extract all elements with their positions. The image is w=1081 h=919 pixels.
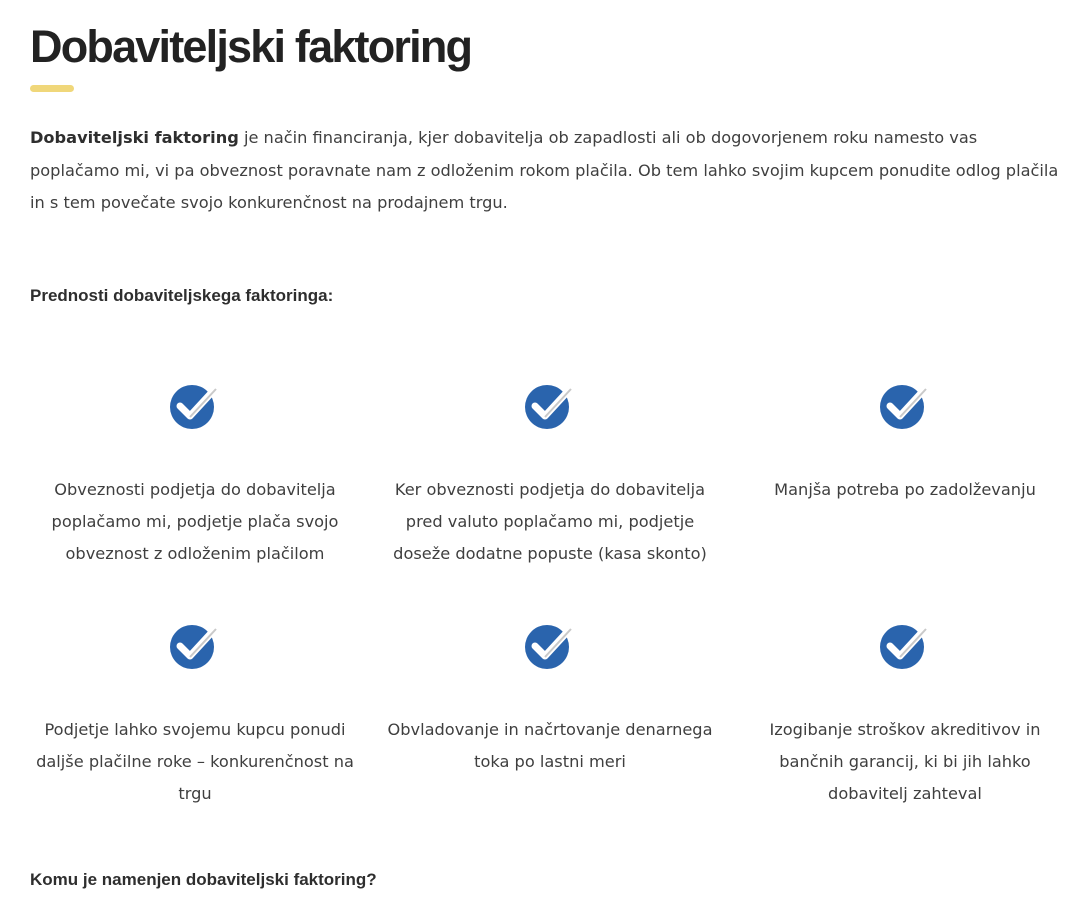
benefit-text: Ker obveznosti podjetja do dobavitelja pred valuto poplačamo mi, podjetje doseže dodatne popuste (kasa skonto) <box>393 480 707 563</box>
check-circle-icon <box>523 376 577 430</box>
benefit-text: Obvladovanje in načrtovanje denarnega toka po lastni meri <box>387 720 713 771</box>
check-circle-icon <box>168 616 222 670</box>
check-circle-icon <box>168 376 222 430</box>
title-accent-bar <box>30 85 74 92</box>
intro-paragraph <box>30 122 1070 220</box>
check-circle-icon <box>878 376 932 430</box>
benefit-text: Obveznosti podjetja do dobavitelja poplačamo mi, podjetje plača svojo obveznost z odloženim plačilom <box>51 480 339 563</box>
benefit-text: Manjša potreba po zadolževanju <box>774 480 1036 499</box>
benefits-heading: Prednosti dobaviteljskega faktoringa: <box>30 286 334 305</box>
benefit-item <box>385 376 715 570</box>
benefit-item <box>740 616 1070 810</box>
check-circle-icon <box>878 616 932 670</box>
audience-heading: Komu je namenjen dobaviteljski faktoring? <box>30 870 377 889</box>
benefit-item <box>30 376 360 570</box>
benefit-item <box>30 616 360 810</box>
intro-text: je način financiranja, kjer dobavitelja ob zapadlosti ali ob dogovorjenem roku namesto vas poplačamo mi, vi pa obveznost poravnate nam z odloženim rokom plačila. Ob tem lahko svojim kupcem ponudite odlog plačila in s tem povečate svojo konkurenčnost na prodajnem trgu. <box>30 128 1059 212</box>
benefit-item <box>385 616 715 778</box>
page-title: Dobaviteljski faktoring <box>30 21 472 72</box>
check-circle-icon <box>523 616 577 670</box>
benefit-text: Podjetje lahko svojemu kupcu ponudi daljše plačilne roke – konkurenčnost na trgu <box>36 720 354 803</box>
benefit-text: Izogibanje stroškov akreditivov in bančnih garancij, ki bi jih lahko dobavitelj zahteval <box>769 720 1041 803</box>
benefit-item <box>740 376 1070 506</box>
intro-bold-term: Dobaviteljski faktoring <box>30 128 239 147</box>
